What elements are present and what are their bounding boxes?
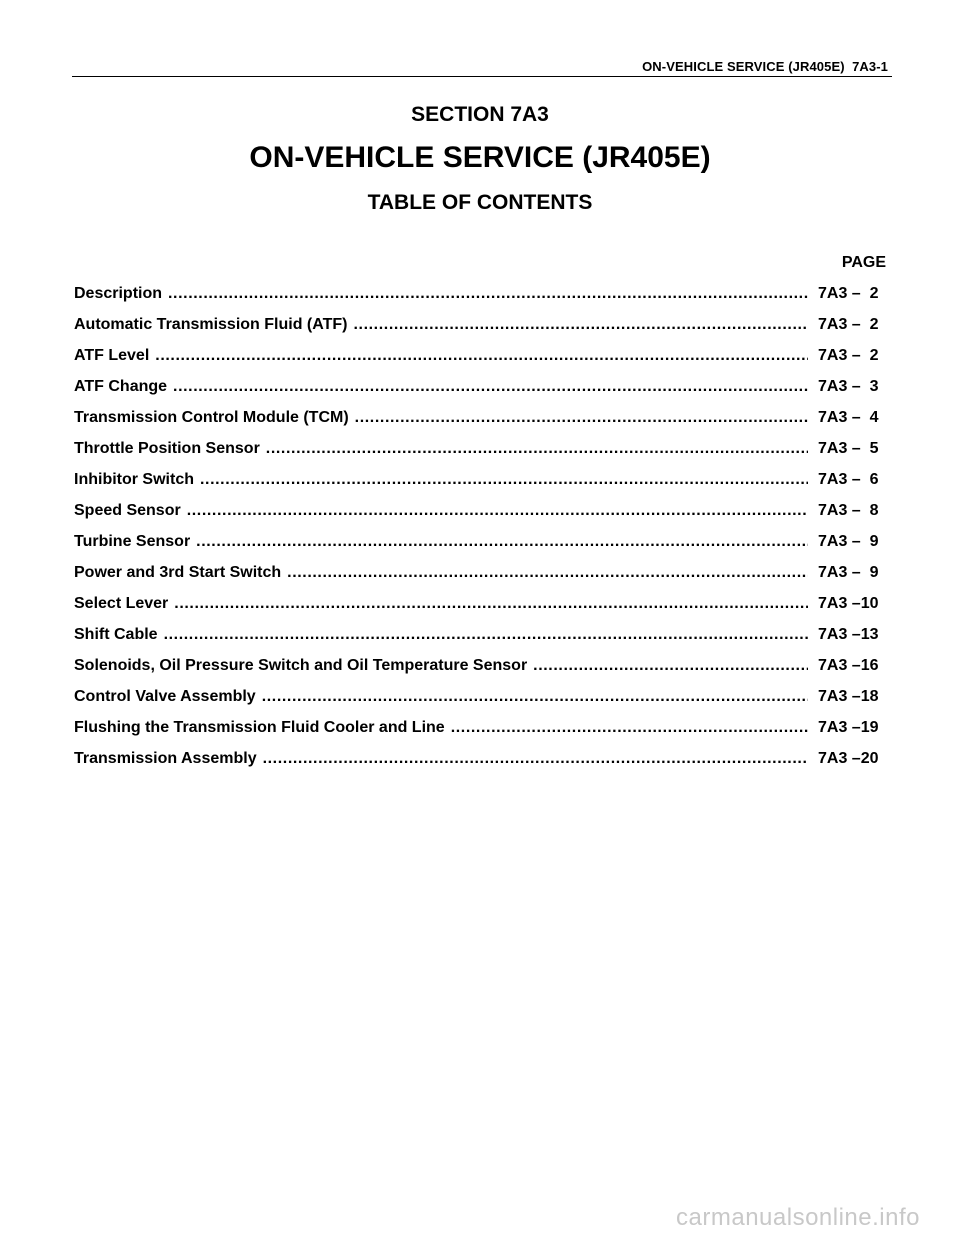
dot-leader [287, 564, 808, 582]
toc-item[interactable] [74, 750, 888, 781]
dot-leader [355, 409, 808, 427]
toc-heading: TABLE OF CONTENTS [367, 191, 593, 214]
toc-item[interactable] [74, 440, 888, 471]
toc-item-page: 7A3 – 3 [818, 378, 879, 395]
toc-item-page: 7A3 –18 [818, 688, 879, 705]
toc-item[interactable] [74, 688, 888, 719]
toc-item-title: Control Valve Assembly [74, 688, 256, 705]
toc-item-title: Speed Sensor [74, 502, 181, 519]
toc-item-title: ATF Change [74, 378, 168, 395]
toc-item-title: Inhibitor Switch [74, 471, 194, 488]
toc-item[interactable] [74, 595, 888, 626]
toc-item-title: ATF Level [74, 347, 150, 364]
dot-leader [196, 533, 808, 551]
toc-item-title: Description [74, 285, 163, 302]
dot-leader [266, 440, 808, 458]
toc-item[interactable] [74, 502, 888, 533]
toc-item[interactable] [74, 471, 888, 502]
toc-item-title: Throttle Position Sensor [74, 440, 260, 457]
toc-item[interactable] [74, 564, 888, 595]
toc-item-title: Power and 3rd Start Switch [74, 564, 282, 581]
toc-item-title: Transmission Assembly [74, 750, 257, 767]
dot-leader [187, 502, 808, 520]
toc-item-page: 7A3 – 9 [818, 564, 879, 581]
toc-item-title: Transmission Control Module (TCM) [74, 409, 349, 426]
toc-item[interactable] [74, 316, 888, 347]
dot-leader [173, 378, 808, 396]
toc-item[interactable] [74, 533, 888, 564]
table-of-contents [74, 285, 888, 781]
toc-item[interactable] [74, 378, 888, 409]
toc-item-page: 7A3 – 2 [818, 347, 879, 364]
page-header [72, 58, 892, 77]
dot-leader [354, 316, 809, 334]
toc-item-page: 7A3 –13 [818, 626, 879, 643]
watermark: carmanualsonline.info [676, 1204, 920, 1231]
toc-item-title: Solenoids, Oil Pressure Switch and Oil Temperature Sensor [74, 657, 528, 674]
dot-leader [164, 626, 808, 644]
toc-item-title: Flushing the Transmission Fluid Cooler and Line [74, 719, 445, 736]
toc-item-title: Shift Cable [74, 626, 158, 643]
running-title: ON-VEHICLE SERVICE (JR405E) 7A3-1 [642, 59, 888, 74]
toc-item-title: Select Lever [74, 595, 169, 612]
toc-item-page: 7A3 – 5 [818, 440, 879, 457]
dot-leader [200, 471, 808, 489]
toc-item-page: 7A3 – 2 [818, 316, 879, 333]
toc-item-page: 7A3 – 2 [818, 285, 879, 302]
dot-leader [174, 595, 808, 613]
page-title: ON-VEHICLE SERVICE (JR405E) [249, 141, 711, 174]
toc-item[interactable] [74, 719, 888, 750]
toc-item[interactable] [74, 285, 888, 316]
toc-item[interactable] [74, 657, 888, 688]
section-label: SECTION 7A3 [411, 103, 549, 126]
toc-item[interactable] [74, 409, 888, 440]
dot-leader [168, 285, 808, 303]
toc-item[interactable] [74, 347, 888, 378]
toc-item-page: 7A3 –10 [818, 595, 879, 612]
dot-leader [451, 719, 808, 737]
dot-leader [533, 657, 808, 675]
toc-item-title: Turbine Sensor [74, 533, 191, 550]
toc-item-page: 7A3 –16 [818, 657, 879, 674]
toc-item-title: Automatic Transmission Fluid (ATF) [74, 316, 348, 333]
toc-item-page: 7A3 –20 [818, 750, 879, 767]
toc-item-page: 7A3 – 6 [818, 471, 879, 488]
toc-item-page: 7A3 – 4 [818, 409, 879, 426]
toc-item-page: 7A3 – 9 [818, 533, 879, 550]
toc-item[interactable] [74, 626, 888, 657]
page-column-label: PAGE [841, 254, 886, 271]
dot-leader [155, 347, 808, 365]
dot-leader [262, 688, 808, 706]
toc-item-page: 7A3 – 8 [818, 502, 879, 519]
dot-leader [263, 750, 808, 768]
toc-item-page: 7A3 –19 [818, 719, 879, 736]
